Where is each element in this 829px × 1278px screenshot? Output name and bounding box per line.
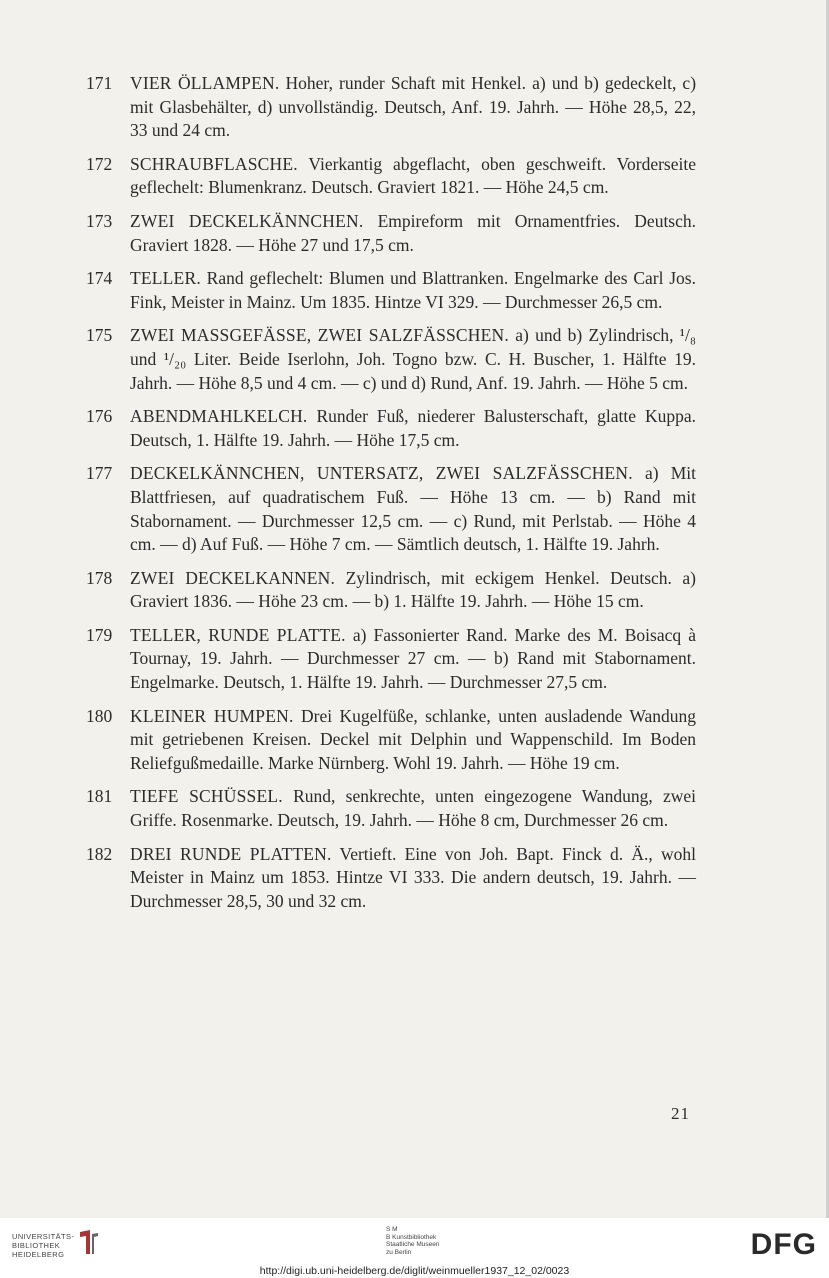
source-url[interactable]: http://digi.ub.uni-heidelberg.de/diglit/weinmueller1937_12_02/0023 bbox=[259, 1265, 570, 1277]
entry-description: Rand geflechelt: Blumen und Blattranken. Engelmarke des Carl Jos. Fink, Meister in Mainz. Um 1835. Hintze VI 329. — Durchmesser 26,5 cm. bbox=[130, 268, 696, 312]
entry-title: VIER ÖLLAMPEN. bbox=[130, 73, 280, 93]
entry-description: Empireform mit Ornamentfries. Deutsch. Graviert 1828. — Höhe 27 und 17,5 cm. bbox=[130, 210, 697, 255]
entry-number: 171 bbox=[86, 73, 113, 93]
entry-text bbox=[130, 405, 696, 452]
catalog-entry bbox=[86, 624, 696, 695]
catalog-entry bbox=[86, 567, 696, 614]
entry-description: Drei Kugelfüße, schlanke, unten ausladende Wandung mit getriebenen Kreisen. Deckel mit Delphin und Wappenschild. Im Boden Reliefgußmedaille. Marke Nürnberg. Wohl 19. Jahrh. — Höhe 19 cm. bbox=[130, 705, 696, 773]
entry-description: Zylindrisch, mit eckigem Henkel. Deutsch. a) Graviert 1836. — Höhe 23 cm. — b) 1. Hälfte 19. Jahrh. — Höhe 15 cm. bbox=[130, 567, 696, 612]
entry-title: ZWEI MASSGEFÄSSE, ZWEI SALZFÄSSCHEN. bbox=[130, 325, 509, 346]
entry-number: 172 bbox=[86, 153, 113, 174]
entry-text bbox=[130, 843, 696, 914]
catalog-entry bbox=[86, 153, 696, 200]
entry-description: Rund, senkrechte, unten eingezogene Wandung, zwei Griffe. Rosenmarke. Deutsch, 19. Jahrh. — Höhe 8 cm, Durchmesser 26 cm. bbox=[130, 786, 697, 831]
entry-description: Runder Fuß, niederer Balusterschaft, glatte Kuppa. Deutsch, 1. Hälfte 19. Jahrh. — Höhe 17,5 cm. bbox=[130, 406, 697, 450]
page-number: 21 bbox=[671, 1104, 690, 1123]
entry-title: SCHRAUBFLASCHE. bbox=[130, 153, 298, 174]
entry-description: a) und b) Zylindrisch, ¹/₈ und ¹/₂₀ Liter. Beide Iserlohn, Joh. Togno bzw. C. H. Buscher, 1. Hälfte 19. Jahrh. — Höhe 8,5 und 4 cm. — c) und d) Rund, Anf. 19. Jahrh. — Höhe 5 cm. bbox=[130, 325, 697, 393]
entry-title: KLEINER HUMPEN. bbox=[130, 705, 294, 726]
entry-text bbox=[130, 153, 696, 200]
entry-number: 177 bbox=[86, 463, 113, 484]
entry-title: TELLER. bbox=[130, 268, 201, 289]
entry-description: a) Mit Blattfriesen, auf quadratischem Fuß. — Höhe 13 cm. — b) Rand mit Stabornament. — Durchmesser 12,5 cm. — c) Rund, mit Perlstab. — Höhe 4 cm. — d) Auf Fuß. — Höhe 7 cm. — Sämtlich deutsch, 1. Hälfte 19. Jahrh. bbox=[130, 463, 697, 555]
catalog-entry bbox=[86, 785, 696, 832]
entry-text bbox=[130, 624, 696, 695]
entry-number: 181 bbox=[86, 786, 113, 807]
catalog-entry bbox=[86, 705, 696, 776]
entry-title: DREI RUNDE PLATTEN. bbox=[130, 843, 332, 864]
library-line-1: UNIVERSITÄTS- bbox=[12, 1232, 75, 1241]
library-name bbox=[12, 1232, 74, 1259]
entry-title: TIEFE SCHÜSSEL. bbox=[130, 786, 283, 807]
entry-title: ZWEI DECKELKÄNNCHEN. bbox=[130, 210, 364, 231]
museum-credit bbox=[386, 1226, 439, 1256]
entry-title: ZWEI DECKELKANNEN. bbox=[130, 567, 336, 588]
catalog-entry bbox=[86, 267, 696, 314]
entry-number: 174 bbox=[86, 268, 113, 289]
catalog-entry bbox=[86, 72, 696, 143]
entry-text bbox=[130, 72, 696, 143]
entry-text bbox=[130, 324, 696, 395]
entry-number: 179 bbox=[86, 624, 113, 645]
museum-line-1: S M bbox=[386, 1226, 398, 1233]
footer-bar bbox=[0, 1218, 829, 1278]
entry-text bbox=[130, 785, 696, 832]
library-line-3: HEIDELBERG bbox=[12, 1250, 65, 1259]
entry-description: a) Fassonierter Rand. Marke des M. Boisacq à Tournay, 19. Jahrh. — Durchmesser 27 cm. — b) Rand mit Stabornament. Engelmarke. Deutsch, 1. Hälfte 19. Jahrh. — Durchmesser 27,5 cm. bbox=[130, 624, 697, 693]
entry-number: 176 bbox=[86, 406, 113, 427]
entry-description: Vierkantig abgeflacht, oben geschweift. Vorderseite geflechelt: Blumenkranz. Deutsch. Graviert 1821. — Höhe 24,5 cm. bbox=[130, 153, 696, 198]
catalog-entry bbox=[86, 843, 696, 914]
entry-number: 182 bbox=[86, 843, 113, 864]
catalog-entries bbox=[86, 72, 696, 923]
entry-title: ABENDMAHLKELCH. bbox=[130, 406, 308, 427]
entry-text bbox=[130, 462, 696, 556]
catalog-entry bbox=[86, 210, 696, 257]
entry-text bbox=[130, 705, 696, 776]
entry-number: 180 bbox=[86, 705, 113, 726]
library-line-2: BIBLIOTHEK bbox=[12, 1241, 61, 1250]
entry-description: Hoher, runder Schaft mit Henkel. a) und b) gedeckelt, c) mit Glasbehälter, d) unvollständig. Deutsch, Anf. 19. Jahrh. — Höhe 28,5, 22, 33 und 24 cm. bbox=[130, 73, 697, 141]
entry-text bbox=[130, 267, 696, 314]
entry-description: Vertieft. Eine von Joh. Bapt. Finck d. Ä., wohl Meister in Mainz um 1853. Hintze VI 333. Die andern deutsch, 19. Jahrh. — Durchmesser 28,5, 30 und 32 cm. bbox=[130, 843, 697, 911]
catalog-entry bbox=[86, 462, 696, 556]
entry-title: TELLER, RUNDE PLATTE. bbox=[130, 624, 346, 645]
museum-line-3: Staatliche Museen bbox=[386, 1241, 440, 1248]
museum-line-4: zu Berlin bbox=[386, 1248, 412, 1256]
catalog-entry bbox=[86, 405, 696, 452]
museum-line-2: B Kunstbibliothek bbox=[386, 1233, 437, 1241]
entry-text bbox=[130, 210, 696, 257]
entry-number: 175 bbox=[86, 325, 113, 346]
entry-title: DECKELKÄNNCHEN, UNTERSATZ, ZWEI SALZFÄSSCHEN. bbox=[130, 463, 633, 484]
entry-number: 173 bbox=[86, 210, 113, 231]
entry-text bbox=[130, 567, 696, 614]
dfg-logo: DFG bbox=[750, 1228, 817, 1261]
entry-number: 178 bbox=[86, 567, 113, 588]
catalog-entry bbox=[86, 324, 696, 395]
library-logo-icon bbox=[76, 1228, 100, 1256]
